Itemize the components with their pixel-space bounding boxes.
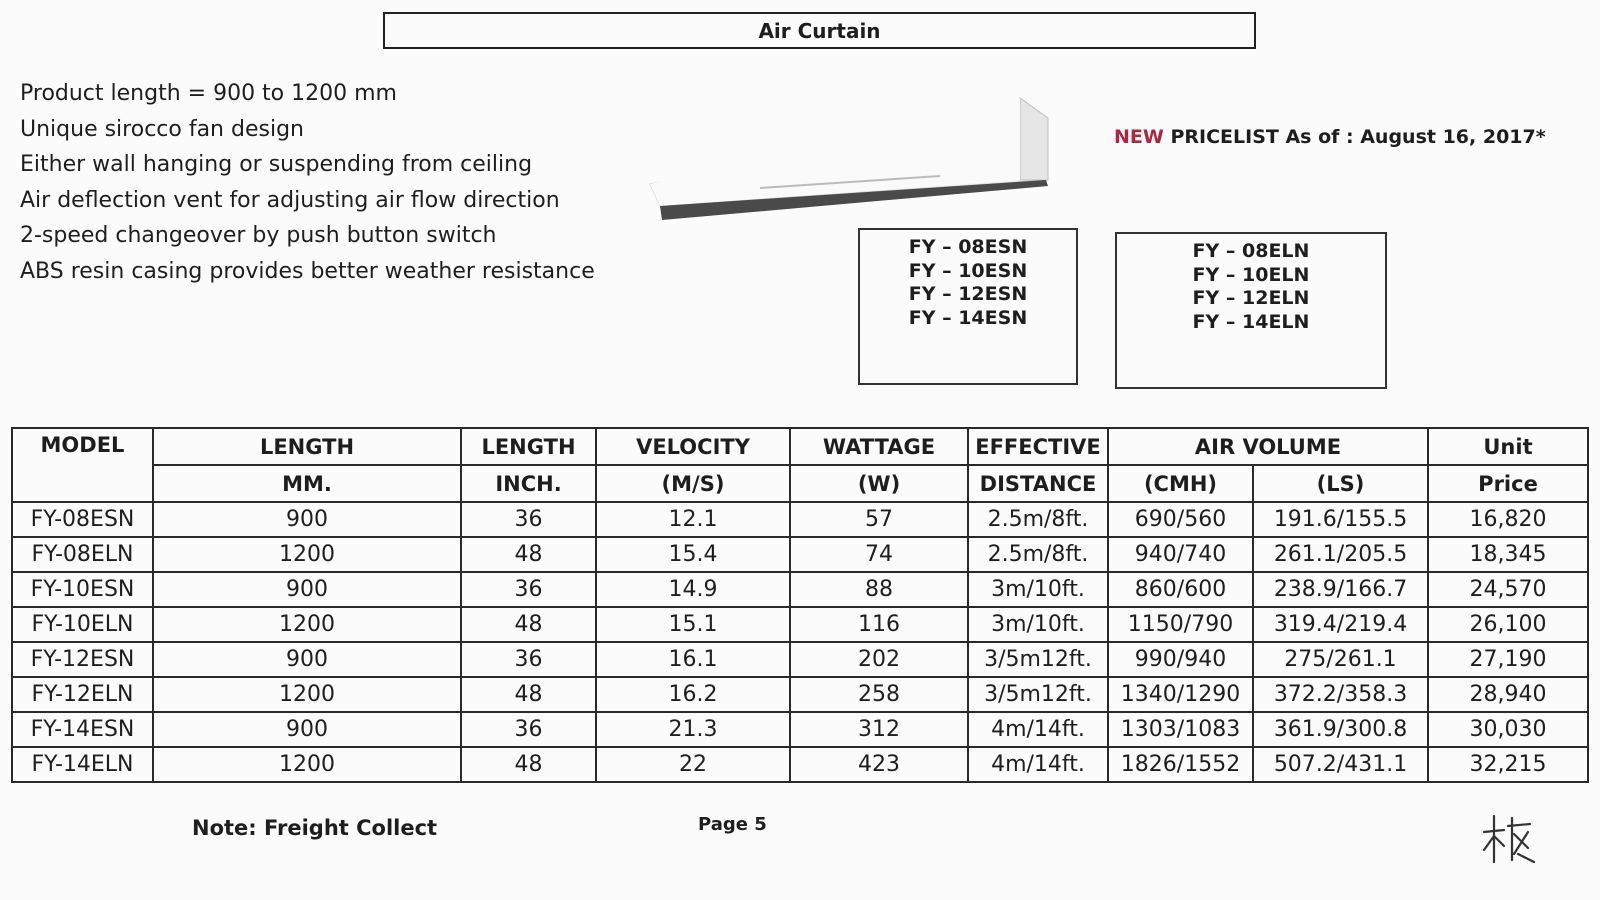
cell-price: 32,215 [1428,747,1588,782]
cell-wattage: 74 [790,537,968,572]
cell-length-inch: 48 [461,537,596,572]
col-length-inch-unit: INCH. [461,465,596,502]
cell-ls: 361.9/300.8 [1253,712,1428,747]
cell-velocity: 21.3 [596,712,790,747]
cell-distance: 3/5m12ft. [968,642,1108,677]
col-velocity-unit: (M/S) [596,465,790,502]
cell-distance: 2.5m/8ft. [968,502,1108,537]
cell-velocity: 15.4 [596,537,790,572]
feature-item: Unique sirocco fan design [20,116,304,142]
col-length-mm: LENGTH [153,428,461,465]
model-label: FY – 14ELN [1192,310,1310,333]
cell-cmh: 1150/790 [1108,607,1253,642]
cell-wattage: 202 [790,642,968,677]
cell-cmh: 690/560 [1108,502,1253,537]
feature-list [20,76,595,289]
cell-velocity: 12.1 [596,502,790,537]
cell-velocity: 14.9 [596,572,790,607]
cell-wattage: 312 [790,712,968,747]
cell-cmh: 1826/1552 [1108,747,1253,782]
model-label: FY – 10ELN [1192,263,1310,286]
cell-ls: 261.1/205.5 [1253,537,1428,572]
cell-length-inch: 48 [461,747,596,782]
cell-distance: 4m/14ft. [968,712,1108,747]
header-row [12,465,1588,502]
cell-velocity: 16.2 [596,677,790,712]
cell-model: FY-12ELN [12,677,153,712]
eln-models-box [1115,232,1387,389]
cell-distance: 3m/10ft. [968,607,1108,642]
cell-length-inch: 48 [461,607,596,642]
cell-cmh: 990/940 [1108,642,1253,677]
freight-note: Note: Freight Collect [192,816,438,840]
cell-price: 16,820 [1428,502,1588,537]
col-effective: EFFECTIVE [968,428,1108,465]
cell-model: FY-10ESN [12,572,153,607]
cell-velocity: 15.1 [596,607,790,642]
cell-ls: 238.9/166.7 [1253,572,1428,607]
cell-ls: 191.6/155.5 [1253,502,1428,537]
table-row [12,572,1588,607]
new-label: NEW [1114,126,1164,148]
cell-wattage: 258 [790,677,968,712]
cell-ls: 372.2/358.3 [1253,677,1428,712]
cell-length-inch: 36 [461,572,596,607]
cell-model: FY-08ELN [12,537,153,572]
table-row [12,607,1588,642]
specs-table [11,427,1589,783]
cell-distance: 3m/10ft. [968,572,1108,607]
cell-wattage: 88 [790,572,968,607]
table-row [12,642,1588,677]
cell-price: 30,030 [1428,712,1588,747]
feature-item: 2-speed changeover by push button switch [20,223,497,248]
col-unit-price: Unit [1428,428,1588,465]
model-label: FY – 12ESN [908,283,1028,305]
cell-length-mm: 900 [153,642,461,677]
cell-price: 28,940 [1428,677,1588,712]
col-length-mm-unit: MM. [153,465,461,502]
table-row [12,677,1588,712]
cell-distance: 3/5m12ft. [968,677,1108,712]
feature-item: ABS resin casing provides better weather resistance [20,258,595,284]
model-label: FY – 14ESN [908,306,1028,329]
feature-item: Either wall hanging or suspending from ceiling [20,152,533,177]
col-length-inch: LENGTH [461,428,596,465]
cell-length-inch: 36 [461,712,596,747]
table-row [12,747,1588,782]
cell-wattage: 57 [790,502,968,537]
cell-length-mm: 1200 [153,607,461,642]
cell-length-mm: 1200 [153,747,461,782]
cell-ls: 275/261.1 [1253,642,1428,677]
air-curtain-product-image [640,88,1060,228]
cell-price: 26,100 [1428,607,1588,642]
cell-length-mm: 1200 [153,677,461,712]
cell-cmh: 1303/1083 [1108,712,1253,747]
cell-length-mm: 1200 [153,537,461,572]
cell-length-mm: 900 [153,502,461,537]
col-air-volume: AIR VOLUME [1108,428,1428,465]
cell-model: FY-12ESN [12,642,153,677]
col-velocity: VELOCITY [596,428,790,465]
model-label: FY – 12ELN [1192,287,1310,309]
page-number: Page 5 [698,814,767,835]
pricelist-date [1114,126,1546,148]
cell-length-inch: 36 [461,642,596,677]
cell-cmh: 860/600 [1108,572,1253,607]
esn-models-box [858,228,1078,385]
cell-distance: 2.5m/8ft. [968,537,1108,572]
cell-velocity: 22 [596,747,790,782]
cell-distance: 4m/14ft. [968,747,1108,782]
col-model: MODEL [12,428,153,502]
feature-item: Air deflection vent for adjusting air flow direction [20,187,560,213]
signature-initials [1478,810,1538,870]
cell-length-mm: 900 [153,712,461,747]
cell-ls: 507.2/431.1 [1253,747,1428,782]
cell-price: 24,570 [1428,572,1588,607]
col-effective-unit: DISTANCE [968,465,1108,502]
pricelist-text: PRICELIST As of : August 16, 2017* [1170,126,1546,148]
model-label: FY – 10ESN [908,259,1028,282]
col-wattage: WATTAGE [790,428,968,465]
table-row [12,712,1588,747]
cell-model: FY-14ELN [12,747,153,782]
col-wattage-unit: (W) [790,465,968,502]
table-row [12,502,1588,537]
cell-model: FY-14ESN [12,712,153,747]
col-ls: (LS) [1253,465,1428,502]
cell-model: FY-10ELN [12,607,153,642]
cell-velocity: 16.1 [596,642,790,677]
cell-model: FY-08ESN [12,502,153,537]
cell-wattage: 116 [790,607,968,642]
page-title: Air Curtain [383,12,1256,49]
model-label: FY – 08ESN [908,236,1028,258]
col-unit-price-label: Price [1428,465,1588,502]
cell-wattage: 423 [790,747,968,782]
header-row [12,428,1588,465]
cell-length-mm: 900 [153,572,461,607]
cell-price: 18,345 [1428,537,1588,572]
model-label: FY – 08ELN [1192,240,1310,262]
cell-ls: 319.4/219.4 [1253,607,1428,642]
feature-item: Product length = 900 to 1200 mm [20,81,397,106]
cell-length-inch: 48 [461,677,596,712]
cell-cmh: 940/740 [1108,537,1253,572]
cell-length-inch: 36 [461,502,596,537]
cell-price: 27,190 [1428,642,1588,677]
col-cmh: (CMH) [1108,465,1253,502]
cell-cmh: 1340/1290 [1108,677,1253,712]
table-row [12,537,1588,572]
